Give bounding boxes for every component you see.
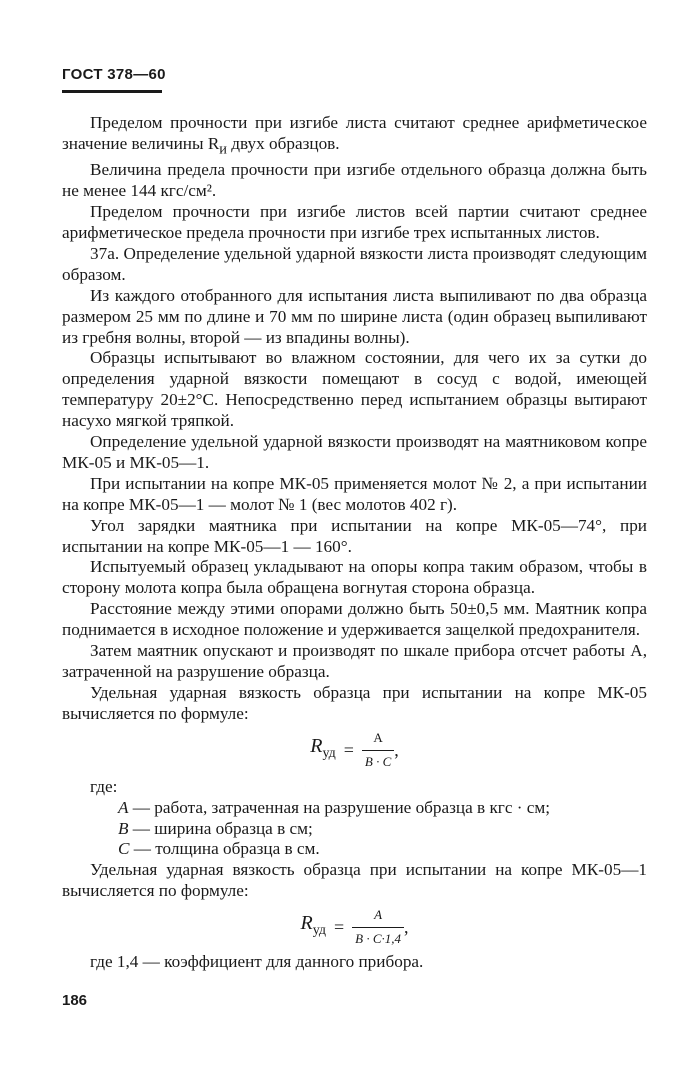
formula-fraction [362, 728, 394, 773]
definition-text: — толщина образца в см. [129, 839, 320, 859]
paragraph: Удельная ударная вязкость образца при испытании на копре МК-05—1 вычисляется по формуле: [62, 860, 647, 901]
page-number: 186 [62, 992, 88, 1009]
definition [62, 798, 647, 819]
paragraph: Расстояние между этими опорами должно быть 50±0,5 мм. Маятник копра поднимается в исходное положение и удерживается защелкой предохранителя. [62, 599, 647, 640]
paragraph: При испытании на копре МК-05 применяется молот № 2, а при испытании на копре МК-05—1 — молот № 1 (вес молотов 402 г). [62, 473, 647, 514]
final-line: где 1,4 — коэффициент для данного прибора. [90, 952, 424, 972]
header-rule [62, 90, 162, 93]
paragraph: Величина предела прочности при изгибе отдельного образца должна быть не менее 144 кгс/см². [62, 160, 647, 201]
paragraph: Затем маятник опускают и производят по шкале прибора отсчет работы A, затраченной на разрушение образца. [62, 641, 647, 681]
paragraph: Испытуемый образец укладывают на опоры копра таким образом, чтобы в сторону молота копра была обращена вогнутая сторона образца. [62, 557, 647, 598]
formula-equals: = [343, 740, 354, 761]
formula-comma: , [394, 740, 399, 761]
paragraph: Пределом прочности при изгибе листов всей партии считают среднее арифметическое предела прочности при изгибе трех испытанных листов. [62, 202, 647, 242]
formula-symbol: R [310, 735, 323, 758]
formula-numerator: A [374, 906, 383, 922]
definition-text: — ширина образца в см; [128, 818, 313, 838]
document-header: ГОСТ 378—60 [62, 66, 166, 83]
paragraph: Удельная ударная вязкость образца при испытании на копре МК-05 вычисляется по формуле: [62, 682, 647, 723]
formula-2 [62, 902, 647, 952]
formula-denominator: B · C [362, 750, 394, 773]
formula-lhs [310, 736, 335, 765]
paragraph: Угол зарядки маятника при испытании на копре МК-05—74°, при испытании на копре МК-05—1 — 160°. [62, 515, 647, 556]
formula-equals: = [333, 916, 345, 937]
definition-symbol: A [118, 797, 129, 817]
paragraph: Определение удельной ударной вязкости производят на маятниковом копре МК-05 и МК-05—1. [62, 432, 647, 472]
formula-1 [62, 725, 647, 777]
formula-lhs [301, 913, 326, 942]
paragraph-text: Пределом прочности при изгибе листа считают среднее арифметическое значение величины R [62, 113, 647, 153]
paragraph: 37а. Определение удельной ударной вязкости листа производят следующим образом. [62, 243, 647, 284]
definition-text: — работа, затраченная на разрушение образца в кгс · см; [128, 797, 551, 817]
paragraph [62, 113, 647, 160]
where-label: где: [90, 776, 118, 796]
formula-comma: , [404, 916, 409, 937]
definition-symbol: B [118, 818, 129, 838]
formula-subscript: уд [322, 746, 336, 762]
definition [62, 819, 647, 840]
formula-numerator: A [373, 730, 383, 746]
subscript: и [219, 141, 227, 158]
formula-fraction [352, 905, 404, 950]
definition-symbol: C [118, 839, 130, 859]
paragraph: Образцы испытывают во влажном состоянии, для чего их за сутки до определения ударной вязкости помещают в сосуд с водой, имеющей температуру 20±2°С. Непосредственно перед испытанием образцы вытирают насухо мягкой тряпкой. [62, 348, 647, 431]
formula-symbol: R [300, 911, 313, 934]
formula-subscript: уд [312, 922, 326, 938]
body-text [62, 113, 647, 973]
paragraph: Из каждого отобранного для испытания листа выпиливают по два образца размером 25 мм по длине и 70 мм по ширине листа (один образец выпиливают из гребня волны, второй — из впадины волны). [62, 285, 647, 347]
definition [62, 839, 647, 860]
formula-denominator: B · C·1,4 [352, 927, 404, 950]
paragraph-text: двух образцов. [226, 133, 340, 153]
